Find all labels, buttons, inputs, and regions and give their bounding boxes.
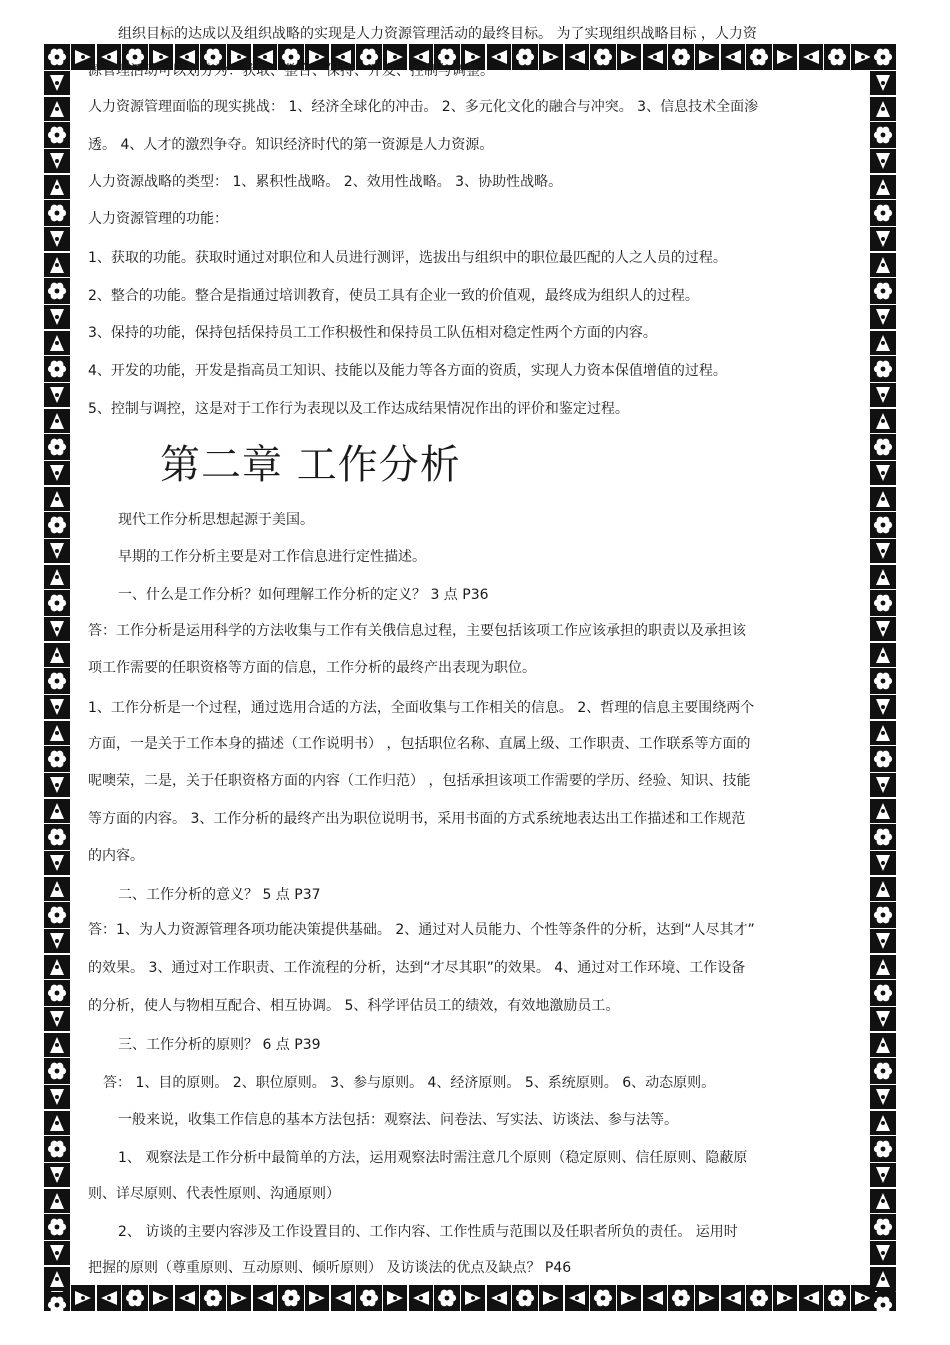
border-arrow-icon: [695, 44, 719, 70]
border-arrow-icon: [870, 1085, 896, 1109]
border-flower-icon: [44, 668, 70, 694]
border-arrow-icon: [44, 149, 70, 173]
border-arrow-icon: [870, 149, 896, 173]
border-arrow-icon: [149, 1285, 173, 1311]
border-arrow-icon: [97, 1285, 121, 1311]
border-arrow-icon: [253, 1285, 277, 1311]
text-line: 透。 4、人才的激烈争夺。知识经济时代的第一资源是人力资源。: [88, 137, 494, 153]
border-flower-icon: [870, 434, 896, 460]
border-arrow-icon: [44, 773, 70, 797]
border-arrow-icon: [695, 1285, 719, 1311]
text-line: 人力资源管理面临的现实挑战： 1、经济全球化的冲击。 2、多元化文化的融合与冲突。 3、信息技术全面渗: [88, 99, 759, 115]
border-arrow-icon: [539, 1285, 563, 1311]
border-arrow-icon: [870, 461, 896, 485]
text-line: 答：1、为人力资源管理各项功能决策提供基础。 2、通过对人员能力、个性等条件的分析，达到“人尽其才”: [88, 922, 755, 938]
border-arrow-icon: [44, 1163, 70, 1187]
decorative-border-bottom: [44, 1285, 896, 1311]
border-flower-icon: [356, 1285, 382, 1311]
border-arrow-icon: [870, 253, 896, 277]
border-flower-icon: [870, 1214, 896, 1240]
border-arrow-icon: [870, 565, 896, 589]
border-flower-icon: [44, 200, 70, 226]
border-arrow-icon: [539, 44, 563, 70]
border-arrow-icon: [870, 305, 896, 329]
border-arrow-icon: [44, 721, 70, 745]
text-line: 人力资源管理的功能：: [88, 211, 228, 227]
border-arrow-icon: [870, 1007, 896, 1031]
text-line: 2、整合的功能。整合是指通过培训教育，使员工具有企业一致的价值观，最终成为组织人的过程。: [88, 288, 699, 304]
border-flower-icon: [44, 980, 70, 1006]
border-arrow-icon: [44, 617, 70, 641]
border-flower-icon: [200, 1285, 226, 1311]
border-arrow-icon: [870, 721, 896, 745]
border-arrow-icon: [44, 1007, 70, 1031]
border-arrow-icon: [44, 461, 70, 485]
border-flower-icon: [870, 278, 896, 304]
text-line: 方面，一是关于工作本身的描述（工作说明书） ，包括职位名称、直属上级、工作职责、工作联系等方面的: [88, 736, 751, 752]
border-pattern-right: [870, 44, 896, 1311]
text-line: 人力资源战略的类型： 1、累积性战略。 2、效用性战略。 3、协助性战略。: [88, 174, 563, 190]
border-arrow-icon: [44, 565, 70, 589]
border-flower-icon: [870, 590, 896, 616]
border-arrow-icon: [870, 851, 896, 875]
border-pattern-left: [44, 44, 70, 1311]
border-arrow-icon: [870, 383, 896, 407]
text-line: 组织目标的达成以及组织战略的实现是人力资源管理活动的最终目标。 为了实现组织战略目标 ，人力资: [118, 26, 757, 42]
border-flower-icon: [870, 122, 896, 148]
decorative-border-right: [870, 44, 896, 1311]
border-flower-icon: [44, 1292, 70, 1311]
border-flower-icon: [870, 356, 896, 382]
border-flower-icon: [512, 1285, 538, 1311]
text-line: 项工作需要的任职资格等方面的信息，工作分析的最终产出表现为职位。: [88, 660, 536, 676]
border-flower-icon: [122, 1285, 148, 1311]
border-arrow-icon: [643, 1285, 667, 1311]
border-flower-icon: [870, 902, 896, 928]
border-arrow-icon: [44, 409, 70, 433]
border-arrow-icon: [870, 799, 896, 823]
border-arrow-icon: [44, 1189, 70, 1213]
border-flower-icon: [668, 1285, 694, 1311]
border-arrow-icon: [721, 44, 745, 70]
border-arrow-icon: [870, 1111, 896, 1135]
decorative-border-left: [44, 44, 70, 1311]
border-arrow-icon: [44, 1267, 70, 1291]
text-line: 呢噢荣，二是，关于任职资格方面的内容（工作归范） ，包括承担该项工作需要的学历、经验、知识、技能: [88, 773, 751, 789]
text-line: 等方面的内容。 3、工作分析的最终产出为职位说明书，采用书面的方式系统地表达出工作描述和工作规范: [88, 811, 746, 827]
border-arrow-icon: [799, 1285, 823, 1311]
border-flower-icon: [870, 824, 896, 850]
border-arrow-icon: [305, 1285, 329, 1311]
border-flower-icon: [870, 44, 896, 70]
border-arrow-icon: [870, 695, 896, 719]
text-line: 一、什么是工作分析？如何理解工作分析的定义？ 3 点 P36: [118, 587, 489, 603]
border-arrow-icon: [870, 1241, 896, 1265]
border-arrow-icon: [487, 1285, 511, 1311]
border-arrow-icon: [227, 1285, 251, 1311]
text-line: 5、控制与调控，这是对于工作行为表现以及工作达成结果情况作出的评价和鉴定过程。: [88, 401, 629, 417]
border-arrow-icon: [409, 1285, 433, 1311]
border-flower-icon: [44, 1214, 70, 1240]
border-arrow-icon: [870, 955, 896, 979]
border-flower-icon: [870, 512, 896, 538]
border-arrow-icon: [44, 253, 70, 277]
border-flower-icon: [44, 746, 70, 772]
border-flower-icon: [44, 434, 70, 460]
border-arrow-icon: [44, 695, 70, 719]
border-arrow-icon: [461, 1285, 485, 1311]
text-line: 1、工作分析是一个过程，通过选用合适的方法，全面收集与工作相关的信息。 2、哲理的信息主要围绕两个: [88, 700, 755, 716]
text-line: 答： 1、目的原则。 2、职位原则。 3、参与原则。 4、经济原则。 5、系统原则。 6、动态原则。: [103, 1075, 716, 1091]
border-arrow-icon: [44, 643, 70, 667]
text-line: 的内容。: [88, 848, 144, 864]
border-arrow-icon: [44, 227, 70, 251]
border-arrow-icon: [773, 44, 797, 70]
border-flower-icon: [44, 278, 70, 304]
text-line: 答：工作分析是运用科学的方法收集与工作有关俄信息过程，主要包括该项工作应该承担的职责以及承担该: [88, 623, 746, 639]
border-flower-icon: [870, 1136, 896, 1162]
border-flower-icon: [512, 44, 538, 70]
text-line: 早期的工作分析主要是对工作信息进行定性描述。: [118, 549, 426, 565]
border-arrow-icon: [44, 929, 70, 953]
text-line: 现代工作分析思想起源于美国。: [118, 512, 314, 528]
border-arrow-icon: [44, 1085, 70, 1109]
border-arrow-icon: [44, 71, 70, 95]
border-flower-icon: [824, 44, 850, 70]
text-line: 1、 观察法是工作分析中最简单的方法，运用观察法时需注意几个原则（稳定原则、信任原则、隐蔽原: [118, 1150, 748, 1166]
border-arrow-icon: [175, 1285, 199, 1311]
text-line: 的分析，使人与物相互配合、相互协调。 5、科学评估员工的绩效，有效地激励员工。: [88, 998, 620, 1014]
border-arrow-icon: [643, 44, 667, 70]
border-arrow-icon: [870, 1189, 896, 1213]
border-arrow-icon: [870, 409, 896, 433]
border-arrow-icon: [870, 929, 896, 953]
text-line: 1、获取的功能。获取时通过对职位和人员进行测评，选拔出与组织中的职位最匹配的人之人员的过程。: [88, 250, 727, 266]
border-arrow-icon: [44, 799, 70, 823]
border-arrow-icon: [565, 44, 589, 70]
border-arrow-icon: [870, 617, 896, 641]
border-arrow-icon: [870, 643, 896, 667]
border-flower-icon: [44, 902, 70, 928]
border-arrow-icon: [331, 1285, 355, 1311]
border-arrow-icon: [44, 539, 70, 563]
border-arrow-icon: [44, 97, 70, 121]
border-arrow-icon: [773, 1285, 797, 1311]
border-flower-icon: [870, 1058, 896, 1084]
border-flower-icon: [870, 668, 896, 694]
border-arrow-icon: [617, 1285, 641, 1311]
text-line: 一般来说，收集工作信息的基本方法包括：观察法、问卷法、写实法、访谈法、参与法等。: [118, 1112, 678, 1128]
border-flower-icon: [870, 1292, 896, 1311]
border-arrow-icon: [870, 539, 896, 563]
text-line: 把握的原则（尊重原则、互动原则、倾听原则） 及访谈法的优点及缺点？ P46: [88, 1260, 572, 1276]
border-flower-icon: [870, 980, 896, 1006]
border-arrow-icon: [44, 955, 70, 979]
chapter-heading: 第二章 工作分析: [160, 442, 461, 488]
border-flower-icon: [824, 1285, 850, 1311]
border-arrow-icon: [870, 773, 896, 797]
border-flower-icon: [44, 590, 70, 616]
border-flower-icon: [434, 1285, 460, 1311]
text-line: 则、详尽原则、代表性原则、沟通原则）: [88, 1186, 340, 1202]
border-arrow-icon: [44, 877, 70, 901]
border-arrow-icon: [44, 383, 70, 407]
border-arrow-icon: [870, 1163, 896, 1187]
border-arrow-icon: [44, 851, 70, 875]
border-flower-icon: [870, 746, 896, 772]
text-line: 三、工作分析的原则？ 6 点 P39: [118, 1037, 321, 1053]
text-line: 4、开发的功能，开发是指高员工知识、技能以及能力等各方面的资质，实现人力资本保值增值的过程。: [88, 363, 727, 379]
text-line: 二、工作分析的意义？ 5 点 P37: [118, 887, 321, 903]
border-flower-icon: [44, 512, 70, 538]
border-flower-icon: [44, 1136, 70, 1162]
border-arrow-icon: [870, 877, 896, 901]
text-line: 源管理活动可以划分为：获取、整合、保持、开发、控制与调整。: [88, 63, 494, 79]
border-arrow-icon: [870, 1267, 896, 1291]
border-pattern-bottom: [44, 1285, 896, 1311]
border-arrow-icon: [44, 487, 70, 511]
border-flower-icon: [668, 44, 694, 70]
border-arrow-icon: [44, 305, 70, 329]
border-arrow-icon: [44, 331, 70, 355]
text-line: 3、保持的功能，保持包括保持员工工作积极性和保持员工队伍相对稳定性两个方面的内容。: [88, 325, 657, 341]
border-arrow-icon: [870, 487, 896, 511]
border-arrow-icon: [870, 227, 896, 251]
border-flower-icon: [746, 44, 772, 70]
border-flower-icon: [44, 44, 70, 70]
border-arrow-icon: [383, 1285, 407, 1311]
border-arrow-icon: [870, 331, 896, 355]
border-arrow-icon: [799, 44, 823, 70]
border-arrow-icon: [870, 97, 896, 121]
border-arrow-icon: [44, 1033, 70, 1057]
border-arrow-icon: [44, 175, 70, 199]
border-flower-icon: [278, 1285, 304, 1311]
border-flower-icon: [746, 1285, 772, 1311]
border-arrow-icon: [44, 1111, 70, 1135]
border-arrow-icon: [71, 1285, 95, 1311]
border-flower-icon: [44, 1058, 70, 1084]
text-line: 的效果。 3、通过对工作职责、工作流程的分析，达到“才尽其职”的效果。 4、通过对工作环境、工作设备: [88, 960, 746, 976]
border-arrow-icon: [721, 1285, 745, 1311]
border-arrow-icon: [870, 175, 896, 199]
border-flower-icon: [44, 356, 70, 382]
border-flower-icon: [44, 122, 70, 148]
border-flower-icon: [44, 824, 70, 850]
border-arrow-icon: [870, 71, 896, 95]
border-flower-icon: [590, 1285, 616, 1311]
border-arrow-icon: [44, 1241, 70, 1265]
border-arrow-icon: [565, 1285, 589, 1311]
border-arrow-icon: [870, 1033, 896, 1057]
text-line: 2、 访谈的主要内容涉及工作设置目的、工作内容、工作性质与范围以及任职者所负的责任。 运用时: [118, 1224, 738, 1240]
border-flower-icon: [870, 200, 896, 226]
border-arrow-icon: [617, 44, 641, 70]
border-flower-icon: [590, 44, 616, 70]
